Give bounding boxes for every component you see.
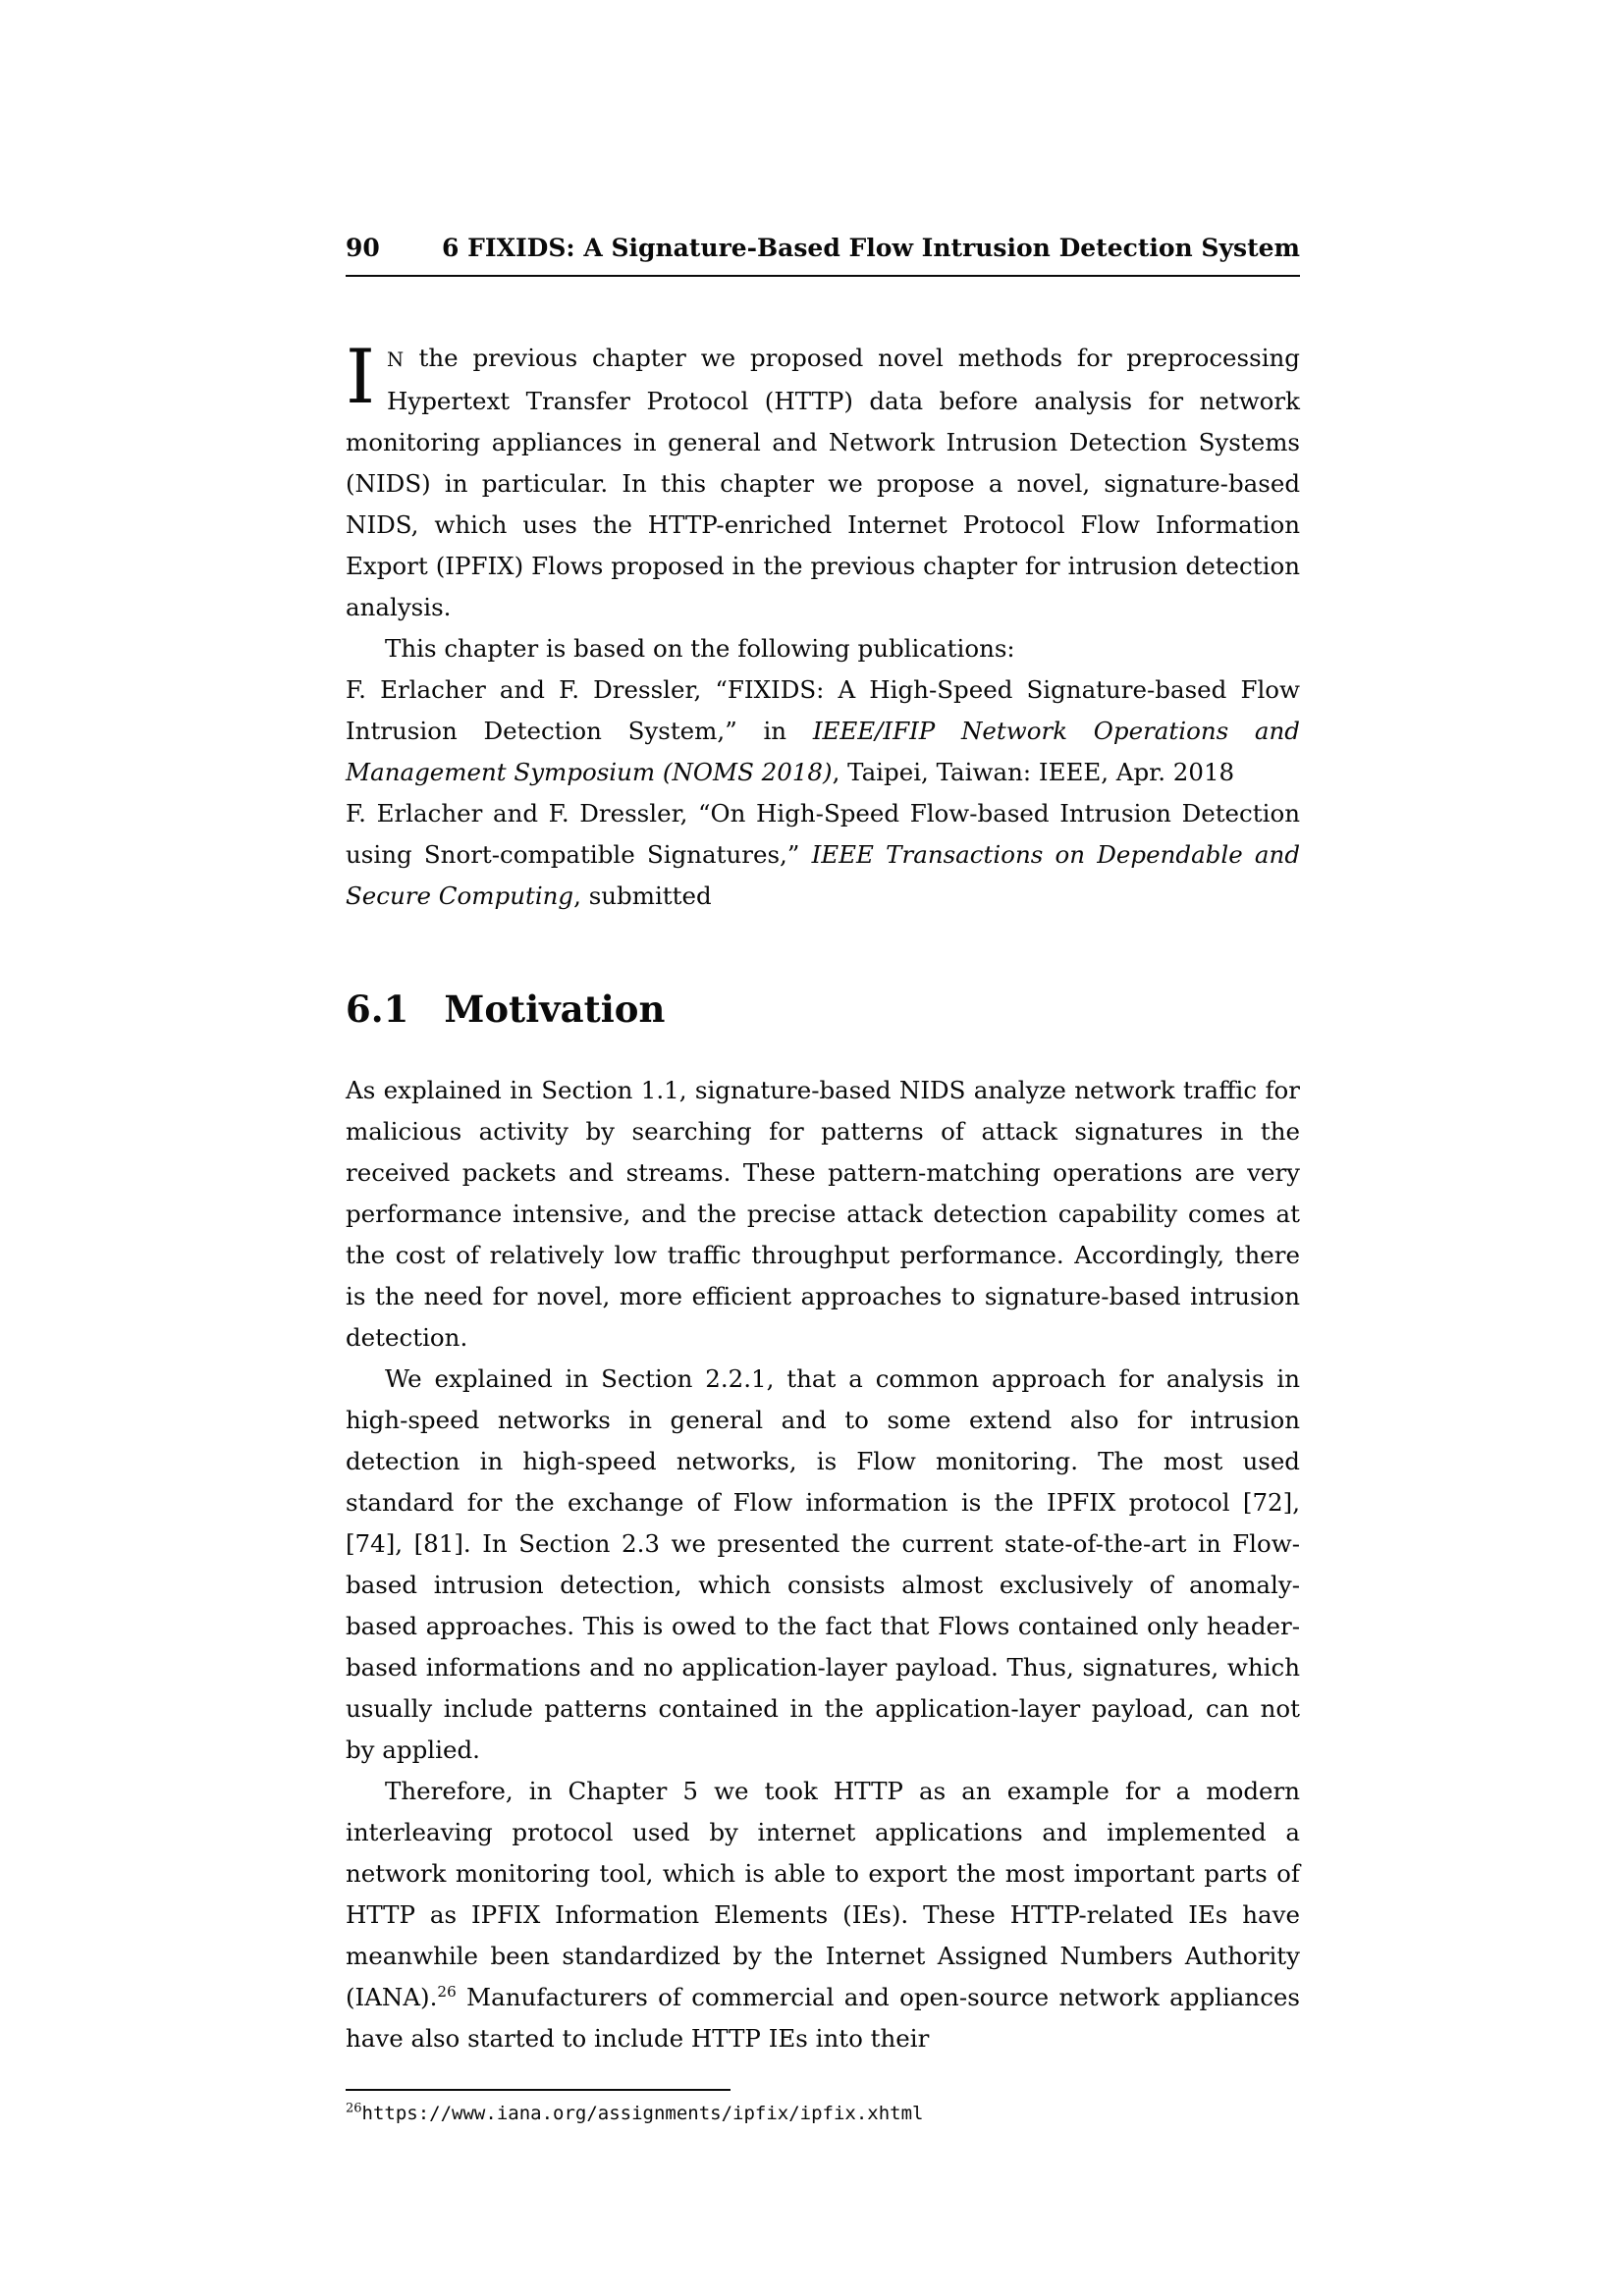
page-body xyxy=(346,333,1301,2126)
section-title: Motivation xyxy=(444,988,666,1031)
body-paragraph-2: We explained in Section 2.2.1, that a common approach for analysis in high-speed networks in general and to some extend also for intrusion detection in high-speed networks, is Flow monitoring. The most used standard for the exchange of Flow information is the IPFIX protocol [72], [74], [81]. In Section 2.3 we presented the current state-of-the-art in Flow-based intrusion detection, which consists almost exclusively of anomaly-based approaches. This is owed to the fact that Flows contained only header-based informations and no application-layer payload. Thus, signatures, which usually include patterns contained in the application-layer payload, can not by applied. xyxy=(346,1364,1300,1764)
text-block xyxy=(346,234,1300,2126)
body-paragraph-3: Therefore, in Chapter 5 we took HTTP as an example for a modern interleaving protocol used by internet applications and implemented a network monitoring tool, which is able to export the most important parts of HTTP as IPFIX Information Elements (IEs). These HTTP-related IEs have meanwhile been standardized by the Internet Assigned Numbers Authority (IANA).$^{26}$ Manufacturers of commercial and open-source network appliances have also started to include HTTP IEs into their xyxy=(346,1777,1300,2053)
footnote-marker: 26 xyxy=(437,1982,457,2001)
footnote-rule xyxy=(346,2089,731,2091)
footnote-number: 26 xyxy=(346,2101,362,2116)
page-header xyxy=(346,234,1300,277)
section-heading xyxy=(346,988,1300,1031)
publications-lead: This chapter is based on the following publications: xyxy=(385,634,1015,663)
footnote-text xyxy=(346,2101,1300,2126)
publication-entry-1: F. Erlacher and F. Dressler, “FIXIDS: A High-Speed Signature-based Flow Intrusion Detection System,” in IEEE/IFIP Network Operations and Management Symposium (NOMS 2018), Taipei, Taiwan: IEEE, Apr. 2018 xyxy=(346,675,1300,786)
section-number: 6.1 xyxy=(346,988,409,1031)
intro-paragraph xyxy=(346,333,1300,628)
footnote-area xyxy=(346,2089,1300,2126)
intro-paragraph-text: the previous chapter we proposed novel methods for preprocessing Hypertext Transfer Protocol (HTTP) data before analysis for network monitoring appliances in general and Network Intrusion Detection Systems (NIDS) in particular. In this chapter we propose a novel, signature-based NIDS, which uses the HTTP-enriched Internet Protocol Flow Information Export (IPFIX) Flows proposed in the previous chapter for intrusion detection analysis. xyxy=(346,344,1300,621)
dropcap-letter: I xyxy=(346,333,376,420)
smallcaps-letter: N xyxy=(387,348,405,371)
page-number: 90 xyxy=(346,234,380,262)
publication-entry-2: F. Erlacher and F. Dressler, “On High-Speed Flow-based Intrusion Detection using Snort-compatible Signatures,” IEEE Transactions on Dependable and Secure Computing, submitted xyxy=(346,799,1301,910)
footnote-url[interactable]: https://www.iana.org/assignments/ipfix/ipfix.xhtml xyxy=(361,2103,924,2124)
body-paragraph-1: As explained in Section 1.1, signature-based NIDS analyze network traffic for malicious activity by searching for patterns of attack signatures in the received packets and streams. These pattern-matching operations are very performance intensive, and the precise attack detection capability comes at the cost of relatively low traffic throughput performance. Accordingly, there is the need for novel, more efficient approaches to signature-based intrusion detection. xyxy=(346,1076,1300,1352)
running-title: 6 FIXIDS: A Signature-Based Flow Intrusion Detection System xyxy=(442,234,1300,262)
